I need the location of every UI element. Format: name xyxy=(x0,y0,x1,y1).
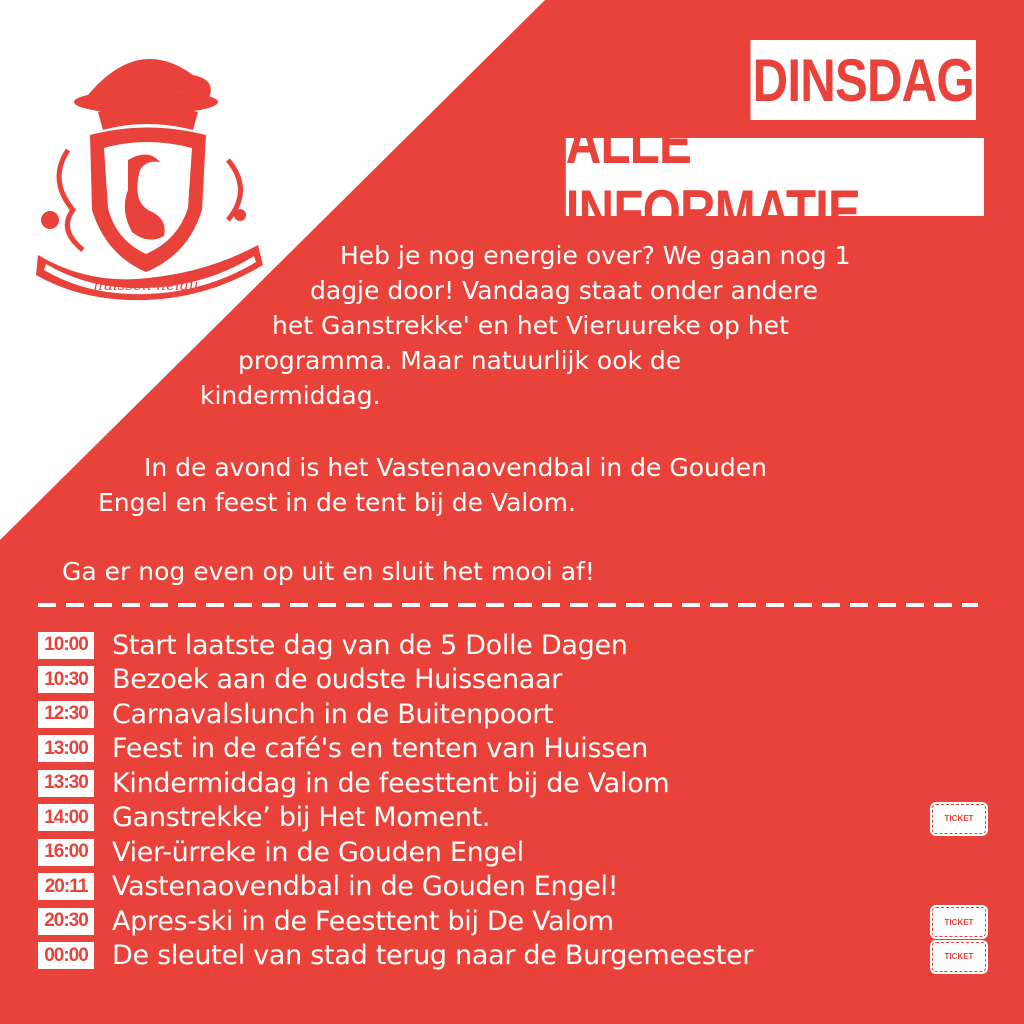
event-label: Apres-ski in de Feesttent bij De Valom xyxy=(112,905,614,937)
time-badge: 20:30 xyxy=(38,908,94,935)
time-badge: 14:00 xyxy=(38,804,94,831)
intro-paragraph-2 xyxy=(98,450,978,520)
ticket-label: TICKET xyxy=(944,952,974,961)
intro-line: het Ganstrekke' en het Vieruureke op het xyxy=(272,311,789,340)
schedule-row xyxy=(38,697,988,732)
page-subtitle: ALLE INFORMATIE xyxy=(566,138,984,216)
event-label: Vier-ürreke in de Gouden Engel xyxy=(112,836,524,868)
intro-line: dagje door! Vandaag staat onder andere xyxy=(310,276,819,305)
intro-line: kindermiddag. xyxy=(200,381,381,410)
schedule-row xyxy=(38,732,988,767)
ticket-icon[interactable] xyxy=(932,942,986,972)
event-label: Ganstrekke’ bij Het Moment. xyxy=(112,802,491,834)
time-badge: 13:00 xyxy=(38,735,94,762)
schedule-row xyxy=(38,870,988,905)
schedule-row xyxy=(38,904,988,939)
intro-line: Engel en feest in de tent bij de Valom. xyxy=(98,488,576,517)
intro-paragraph-3: Ga er nog even op uit en sluit het mooi af! xyxy=(62,557,595,586)
event-label: Carnavalslunch in de Buitenpoort xyxy=(112,698,554,730)
time-badge: 10:30 xyxy=(38,666,94,693)
schedule-row xyxy=(38,766,988,801)
page-title: DINSDAG xyxy=(751,40,977,120)
intro-line: Heb je nog energie over? We gaan nog 1 xyxy=(340,241,851,270)
logo-text: huissen helau xyxy=(93,276,199,294)
schedule-list xyxy=(38,628,988,973)
intro-line: In de avond is het Vastenaovendbal in de Gouden xyxy=(144,453,767,482)
event-label: Feest in de café's en tenten van Huissen xyxy=(112,733,649,765)
time-badge: 13:30 xyxy=(38,770,94,797)
event-label: De sleutel van stad terug naar de Burgemeester xyxy=(112,940,754,972)
time-badge: 10:00 xyxy=(38,632,94,659)
ticket-label: TICKET xyxy=(944,917,974,927)
schedule-row xyxy=(38,801,988,836)
event-label: Start laatste dag van de 5 Dolle Dagen xyxy=(112,629,628,661)
intro-paragraph-1 xyxy=(200,238,970,413)
event-label: Kindermiddag in de feesttent bij de Valom xyxy=(112,767,670,799)
schedule-row xyxy=(38,628,988,663)
event-label: Vastenaovendbal in de Gouden Engel! xyxy=(112,871,619,903)
time-badge: 00:00 xyxy=(38,942,94,969)
ticket-label: TICKET xyxy=(944,814,974,823)
time-badge: 16:00 xyxy=(38,839,94,866)
event-label: Bezoek aan de oudste Huissenaar xyxy=(112,664,563,696)
schedule-row xyxy=(38,663,988,698)
intro-line: programma. Maar natuurlijk ook de xyxy=(238,346,682,375)
time-badge: 12:30 xyxy=(38,701,94,728)
time-badge: 20:11 xyxy=(38,873,94,900)
ticket-icon[interactable] xyxy=(932,907,986,937)
schedule-row xyxy=(38,835,988,870)
schedule-row xyxy=(38,939,988,974)
ticket-icon[interactable] xyxy=(932,804,986,834)
